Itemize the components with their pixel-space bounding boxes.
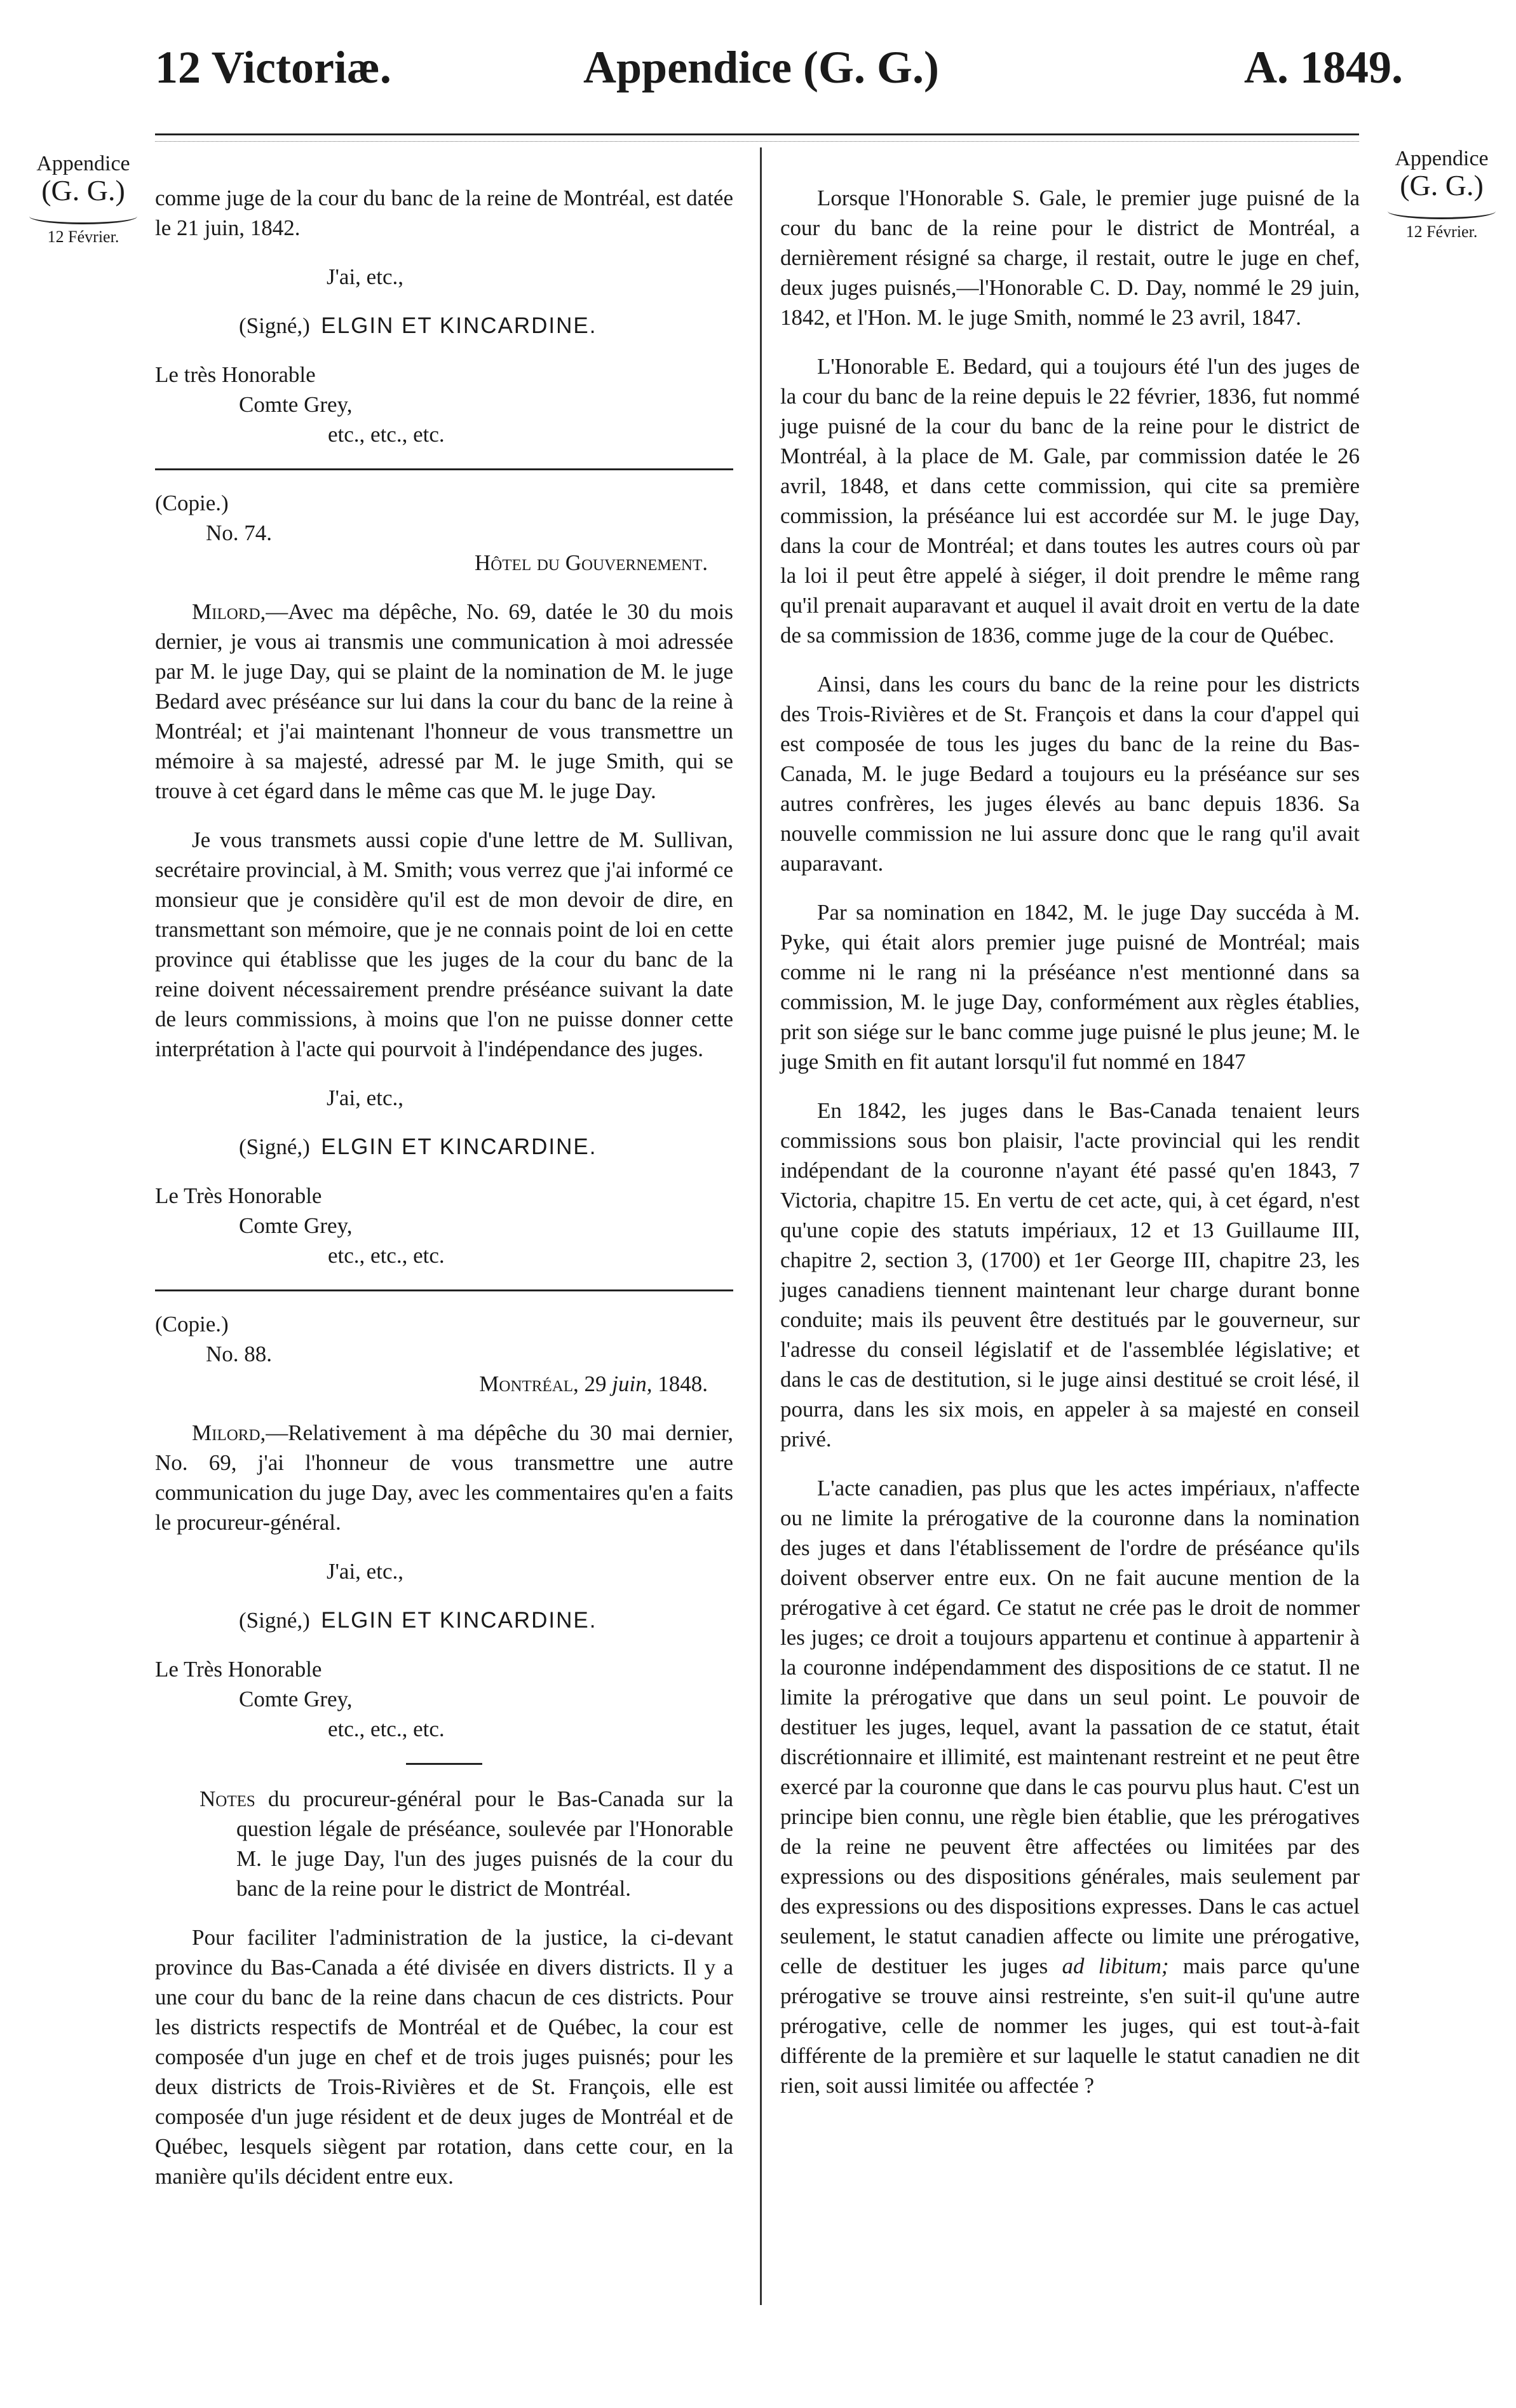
- paragraph: L'Honorable E. Bedard, qui a toujours été l'un des juges de la cour du banc de la reine depuis le 22 février, 1836, fut nommé juge puisné de la cour du banc de la reine pour le district de Montréal, à la place de M. Gale, par commission datée le 26 avril, 1848, et dans cette commission, qui cite sa première commission, la préséance lui est accordée sur M. le juge Day, dans la cour de Montréal; et dans toutes les autres cours où par la loi il peut être appelé à siéger, il doit prendre le même rang qu'il prenait auparavant et auquel il avait droit en vertu de la date de sa commission de 1836, comme juge de la cour de Québec.: [780, 354, 1360, 648]
- salutation: Milord,: [192, 599, 266, 624]
- paragraph: Je vous transmets aussi copie d'une lettre de M. Sullivan, secrétaire provincial, à M. Smith; vous verrez que j'ai informé ce monsieur que je considère qu'il est de mon devoir de dire, en transmettant son mémoire, que je ne connais point de loi en cette province qui établisse que les juges de la cour du banc de la reine doivent nécessairement prendre préséance suivant la date de leurs commissions, à moins que l'on ne puisse donner cette interprétation à l'acte qui pourvoit à l'indépendance des juges.: [155, 827, 733, 1061]
- signature-line: [155, 311, 733, 341]
- addressee: Le très Honorable: [155, 362, 316, 387]
- margin-label: Appendice: [1395, 147, 1489, 170]
- addressee: etc., etc., etc.: [328, 422, 445, 447]
- paragraph: [780, 1473, 1360, 2100]
- paragraph-text: L'acte canadien, pas plus que les actes impériaux, n'affecte ou ne limite la prérogative de la couronne dans la nomination des juges et dans l'établissement de l'ordre de préséance qu'ils doivent observer entre eux. On ne fait aucune mention de la prérogative à cet égard. Ce statut ne crée pas le droit de nommer les juges; ce droit a toujours appartenu et continue à appartenir à la couronne indépendamment des dispositions de ce statut. Il ne limite la prérogative que dans un seul point. Le pouvoir de destituer les juges, lequel, avant la passation de ce statut, était discrétionnaire et illimité, est maintenant restreint et ne peut être exercé par la couronne que dans le cas pourvu plus haut. C'est un principe bien connu, une règle bien établie, que les prérogatives de la reine ne peuvent être affectées ou limitées par des expressions ou des dispositions générales, mais seulement par des expressions ou des dispositions expresses. Dans le cas actuel seulement, le statut canadien affecte ou limite une prérogative, celle de destituer les juges: [780, 1476, 1360, 1978]
- signature: ELGIN ET KINCARDINE.: [321, 1134, 597, 1159]
- paragraph: comme juge de la cour du banc de la reine de Montréal, est datée le 21 juin, 1842.: [155, 186, 733, 240]
- place-city: Montréal,: [479, 1371, 579, 1396]
- signature-line: [155, 1132, 733, 1162]
- addressee: etc., etc., etc.: [328, 1243, 445, 1268]
- header-appendix: Appendice (G. G.): [583, 42, 940, 93]
- addressee: Le Très Honorable: [155, 1657, 322, 1682]
- signe-label: (Signé,): [239, 1608, 310, 1633]
- right-column: [780, 183, 1360, 2100]
- margin-brace: [1388, 203, 1496, 219]
- left-column: [155, 183, 733, 2191]
- margin-gg: (G. G.): [41, 173, 125, 207]
- document-number: No. 74.: [206, 520, 273, 545]
- short-rule: [406, 1763, 482, 1765]
- paragraph-text: mais parce qu'une prérogative se trouve ainsi restreinte, s'en suit-il qu'une autre prérogative, celle de nommer les juges, qui est tout-à-fait différente de la première et sur laquelle le statut canadien ne dit rien, soit aussi limitée ou affectée ?: [780, 1954, 1360, 2098]
- italic-phrase: ad libitum;: [1062, 1954, 1169, 1978]
- paragraph: [155, 597, 733, 806]
- paragraph-text: —Relativement à ma dépêche du 30 mai dernier, No. 69, j'ai l'honneur de vous transmettre une autre communication du juge Day, avec les commentaires qu'en a faits le procureur-général.: [155, 1420, 733, 1535]
- addressee: Comte Grey,: [239, 392, 353, 417]
- notes-lead: Notes: [200, 1786, 255, 1811]
- signature-line: [155, 1605, 733, 1635]
- paragraph: Lorsque l'Honorable S. Gale, le premier juge puisné de la cour du banc de la reine pour le district de Montréal, a dernièrement résigné sa charge, il restait, outre le juge en chef, deux juges puisnés,—l'Honorable C. D. Day, nommé le 29 juin, 1842, et l'Hon. M. le juge Smith, nommé le 23 avril, 1847.: [780, 186, 1360, 330]
- signe-label: (Signé,): [239, 1134, 310, 1159]
- header-dotted-rule: [155, 141, 1359, 142]
- margin-gg: (G. G.): [1400, 168, 1484, 201]
- signe-label: (Signé,): [239, 313, 310, 338]
- notes-text: du procureur-général pour le Bas-Canada sur la question légale de préséance, soulevée par l'Honorable M. le juge Day, l'un des juges puisnés de la cour du banc de la reine pour le district de Montréal.: [236, 1786, 734, 1901]
- signature: ELGIN ET KINCARDINE.: [321, 1608, 597, 1633]
- copy-label: (Copie.): [155, 1312, 229, 1337]
- addressee: Le Très Honorable: [155, 1183, 322, 1208]
- margin-label: Appendice: [36, 152, 130, 175]
- copy-label: (Copie.): [155, 491, 229, 515]
- closing: J'ai, etc.,: [327, 1085, 403, 1110]
- document-number: No. 88.: [206, 1342, 273, 1366]
- header-rule: [155, 133, 1359, 135]
- header-year: A. 1849.: [1244, 42, 1403, 93]
- margin-brace: [29, 208, 137, 224]
- section-rule: [155, 468, 733, 470]
- paragraph: En 1842, les juges dans le Bas-Canada tenaient leurs commissions sous bon plaisir, l'acte provincial qui les rendit indépendant de la couronne n'ayant été passé qu'en 1843, 7 Victoria, chapitre 15. En vertu de cet acte, qui, à cet égard, n'est qu'une copie des statuts impériaux, 12 et 13 Guillaume III, chapitre 2, section 3, (1700) et 1er George III, chapitre 23, les juges canadiens tiennent maintenant leur charge durant bonne conduite; mais ils peuvent être destitués par le gouverneur, sur l'adresse du conseil législatif et de l'assemblée législative; et dans le cas de destitution, si le juge ainsi destitué se croit lésé, il pourra, dans les six mois, en appeler à sa majesté en conseil privé.: [780, 1098, 1360, 1452]
- addressee: Comte Grey,: [239, 1213, 353, 1238]
- paragraph: Pour faciliter l'administration de la justice, la ci-devant province du Bas-Canada a été divisée en divers districts. Il y a une cour du banc de la reine dans chacun de ces districts. Pour les districts respectifs de Montréal et de Québec, la cour est composée d'un juge en chef et de trois juges puisnés; pour les deux districts de Trois-Rivières et de St. François, elle est composée d'un juge résident et de deux juges de Montréal et de Québec, lesquels siègent par rotation, dans cette cour, en la manière qu'ils décident entre eux.: [155, 1925, 733, 2189]
- addressee: Comte Grey,: [239, 1687, 353, 1711]
- closing: J'ai, etc.,: [327, 264, 403, 289]
- place-heading: Hôtel du Gouvernement.: [474, 550, 708, 575]
- addressee: etc., etc., etc.: [328, 1717, 445, 1741]
- margin-date: 12 Février.: [1405, 222, 1478, 241]
- paragraph-text: —Avec ma dépêche, No. 69, datée le 30 du mois dernier, je vous ai transmis une communication à moi adressée par M. le juge Day, qui se plaint de la nomination de M. le juge Bedard avec préséance sur lui dans la cour du banc de la reine à Montréal; et j'ai maintenant l'honneur de vous transmettre un mémoire à sa majesté, adressé par M. le juge Smith, qui se trouve à cet égard dans le même cas que M. le juge Day.: [155, 599, 733, 803]
- margin-note-right: [1369, 147, 1515, 240]
- column-rule: [760, 147, 762, 2305]
- paragraph: Par sa nomination en 1842, M. le juge Day succéda à M. Pyke, qui était alors premier juge puisné de Montréal; mais comme ni le rang ni la préséance n'est mentionné dans sa commission, M. le juge Day, conformément aux règles établies, prit son siége sur le banc comme juge puisné le plus jeune; M. le juge Smith en fit autant lorsqu'il fut nommé en 1847: [780, 900, 1360, 1074]
- paragraph: [155, 1418, 733, 1537]
- place-year: 1848.: [658, 1371, 708, 1396]
- notes-heading: [192, 1784, 733, 1903]
- margin-date: 12 Février.: [47, 227, 119, 246]
- closing: J'ai, etc.,: [327, 1559, 403, 1584]
- salutation: Milord,: [192, 1420, 266, 1445]
- place-month: juin,: [612, 1371, 653, 1396]
- header-session: 12 Victoriæ.: [155, 42, 391, 93]
- place-day: 29: [584, 1371, 607, 1396]
- paragraph: Ainsi, dans les cours du banc de la reine pour les districts des Trois-Rivières et de St. François et dans la cour d'appel qui est composée de tous les juges du banc de la reine du Bas-Canada, M. le juge Bedard a toujours eu la préséance sur ses autres confrères, les juges élevés au banc depuis 1836. Sa nouvelle commission ne lui assure donc que le rang qu'il avait auparavant.: [780, 672, 1360, 876]
- signature: ELGIN ET KINCARDINE.: [321, 313, 597, 338]
- section-rule: [155, 1289, 733, 1291]
- place-date-heading: [155, 1369, 733, 1399]
- margin-note-left: [10, 153, 156, 245]
